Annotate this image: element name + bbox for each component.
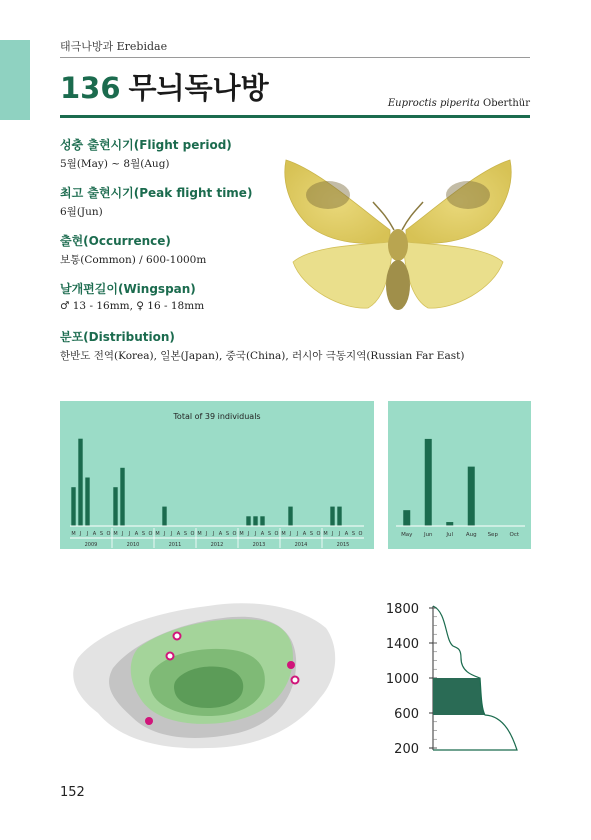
month-tick-label: S <box>267 531 272 537</box>
chart-title: Total of 39 individuals <box>173 412 261 421</box>
occurrence-point-2 <box>167 653 174 660</box>
year-tick-label: 2015 <box>336 542 350 548</box>
bar-2015-Jul <box>337 507 341 526</box>
right-wing-markings <box>446 181 490 209</box>
month-tick-label: S <box>351 531 356 537</box>
bar-2013-Jul <box>253 516 257 526</box>
month-tick-label: J <box>170 531 173 537</box>
author-name: Oberthür <box>483 98 530 109</box>
bar-Aug <box>468 467 475 526</box>
month-tick-label: O <box>358 531 363 537</box>
altitude-tick-label: 200 <box>394 742 419 757</box>
month-label: Jul <box>446 532 454 538</box>
month-tick-label: M <box>71 531 76 537</box>
month-tick-label: M <box>281 531 286 537</box>
species-title <box>60 66 269 107</box>
family-label: 태극나방과 Erebidae <box>60 40 168 53</box>
bar-2013-Aug <box>260 516 264 526</box>
altitude-tick-label: 1800 <box>385 602 419 617</box>
month-tick-label: A <box>302 531 307 537</box>
occurrence-point-3 <box>287 661 295 669</box>
month-tick-label: J <box>254 531 257 537</box>
moth-specimen-image <box>278 150 518 330</box>
occurrence-point-5 <box>145 717 153 725</box>
month-tick-label: J <box>205 531 208 537</box>
month-tick-label: S <box>225 531 230 537</box>
month-tick-label: A <box>218 531 223 537</box>
month-tick-label: S <box>141 531 146 537</box>
month-tick-label: J <box>79 531 82 537</box>
occurrence-point-1 <box>174 633 181 640</box>
moth-thorax <box>388 229 408 261</box>
left-hindwing <box>293 242 392 308</box>
title-divider <box>60 115 530 118</box>
month-tick-label: J <box>212 531 215 537</box>
year-tick-label: 2011 <box>168 542 182 548</box>
occurrence-point-4 <box>292 677 299 684</box>
altitude-profile-chart <box>385 598 525 763</box>
occurrence-block <box>60 232 206 267</box>
distribution-value: 한반도 전역(Korea), 일본(Japan), 중국(China), 러시아 극동지역(Russian Far East) <box>60 350 465 362</box>
wingspan-heading: 날개편길이(Wingspan) <box>60 282 196 296</box>
month-tick-label: J <box>128 531 131 537</box>
month-tick-label: A <box>176 531 181 537</box>
month-tick-label: M <box>113 531 118 537</box>
month-label: Jun <box>423 532 433 538</box>
month-label: Sep <box>487 532 498 538</box>
month-tick-label: A <box>344 531 349 537</box>
peak-heading: 최고 출현시기(Peak flight time) <box>60 186 253 200</box>
altitude-tick-label: 600 <box>394 707 419 722</box>
altitude-band-fill <box>433 678 485 715</box>
occurrence-value: 보통(Common) / 600-1000m <box>60 254 207 266</box>
species-korean-name: 무늬독나방 <box>128 71 269 105</box>
month-tick-label: A <box>260 531 265 537</box>
year-tick-label: 2013 <box>252 542 266 548</box>
month-label: May <box>401 532 413 538</box>
occurrence-heading: 출현(Occurrence) <box>60 234 171 248</box>
bar-2011-Jun <box>162 507 166 526</box>
bar-2010-May <box>113 487 117 526</box>
bar-2015-Jun <box>330 507 334 526</box>
scientific-binomial: Euproctis piperita <box>387 98 480 109</box>
month-tick-label: A <box>92 531 97 537</box>
wingspan-value: ♂ 13 - 16mm, ♀ 16 - 18mm <box>60 300 205 312</box>
bar-2009-May <box>71 487 75 526</box>
peak-value: 6월(Jun) <box>60 206 103 218</box>
monthly-total-chart <box>388 401 531 549</box>
yearly-abundance-chart <box>60 401 374 549</box>
bar-2014-Jun <box>288 507 292 526</box>
month-tick-label: M <box>239 531 244 537</box>
month-tick-label: O <box>106 531 111 537</box>
month-tick-label: S <box>183 531 188 537</box>
header-divider <box>60 57 530 58</box>
peak-block <box>60 184 252 219</box>
month-label: Aug <box>465 532 477 538</box>
right-hindwing <box>404 242 503 308</box>
flight-period-heading: 성충 출현시기(Flight period) <box>60 138 232 152</box>
species-number: 136 <box>60 71 121 105</box>
month-tick-label: J <box>86 531 89 537</box>
distribution-block <box>60 328 464 363</box>
bar-2009-Jul <box>85 478 89 527</box>
year-tick-label: 2012 <box>210 542 224 548</box>
month-label: Oct <box>509 532 520 538</box>
month-tick-label: J <box>121 531 124 537</box>
month-tick-label: O <box>232 531 237 537</box>
bar-2009-Jun <box>78 439 82 526</box>
month-tick-label: O <box>274 531 279 537</box>
bar-2010-Jun <box>120 468 124 526</box>
year-tick-label: 2014 <box>294 542 308 548</box>
month-tick-label: S <box>309 531 314 537</box>
month-tick-label: M <box>197 531 202 537</box>
month-tick-label: O <box>148 531 153 537</box>
month-tick-label: S <box>99 531 104 537</box>
bar-Jul <box>446 522 453 526</box>
month-tick-label: J <box>247 531 250 537</box>
page-number: 152 <box>60 785 85 800</box>
year-tick-label: 2010 <box>126 542 140 548</box>
month-tick-label: J <box>296 531 299 537</box>
month-tick-label: O <box>316 531 321 537</box>
month-tick-label: A <box>134 531 139 537</box>
chapter-tab <box>0 40 30 120</box>
bar-2013-Jun <box>246 516 250 526</box>
month-tick-label: J <box>289 531 292 537</box>
month-tick-label: J <box>338 531 341 537</box>
scientific-name <box>388 98 530 109</box>
bar-Jun <box>425 439 432 526</box>
flight-period-value: 5월(May) ~ 8월(Aug) <box>60 158 170 170</box>
month-tick-label: M <box>323 531 328 537</box>
month-tick-label: M <box>155 531 160 537</box>
year-tick-label: 2009 <box>84 542 98 548</box>
month-tick-label: J <box>163 531 166 537</box>
month-tick-label: J <box>331 531 334 537</box>
wingspan-block <box>60 280 204 312</box>
altitude-tick-label: 1000 <box>385 672 419 687</box>
bar-May <box>403 510 410 526</box>
distribution-heading: 분포(Distribution) <box>60 330 175 344</box>
moth-abdomen <box>386 260 410 310</box>
altitude-tick-label: 1400 <box>385 637 419 652</box>
distribution-map <box>58 598 338 753</box>
flight-period-block <box>60 136 232 171</box>
month-tick-label: O <box>190 531 195 537</box>
left-wing-markings <box>306 181 350 209</box>
